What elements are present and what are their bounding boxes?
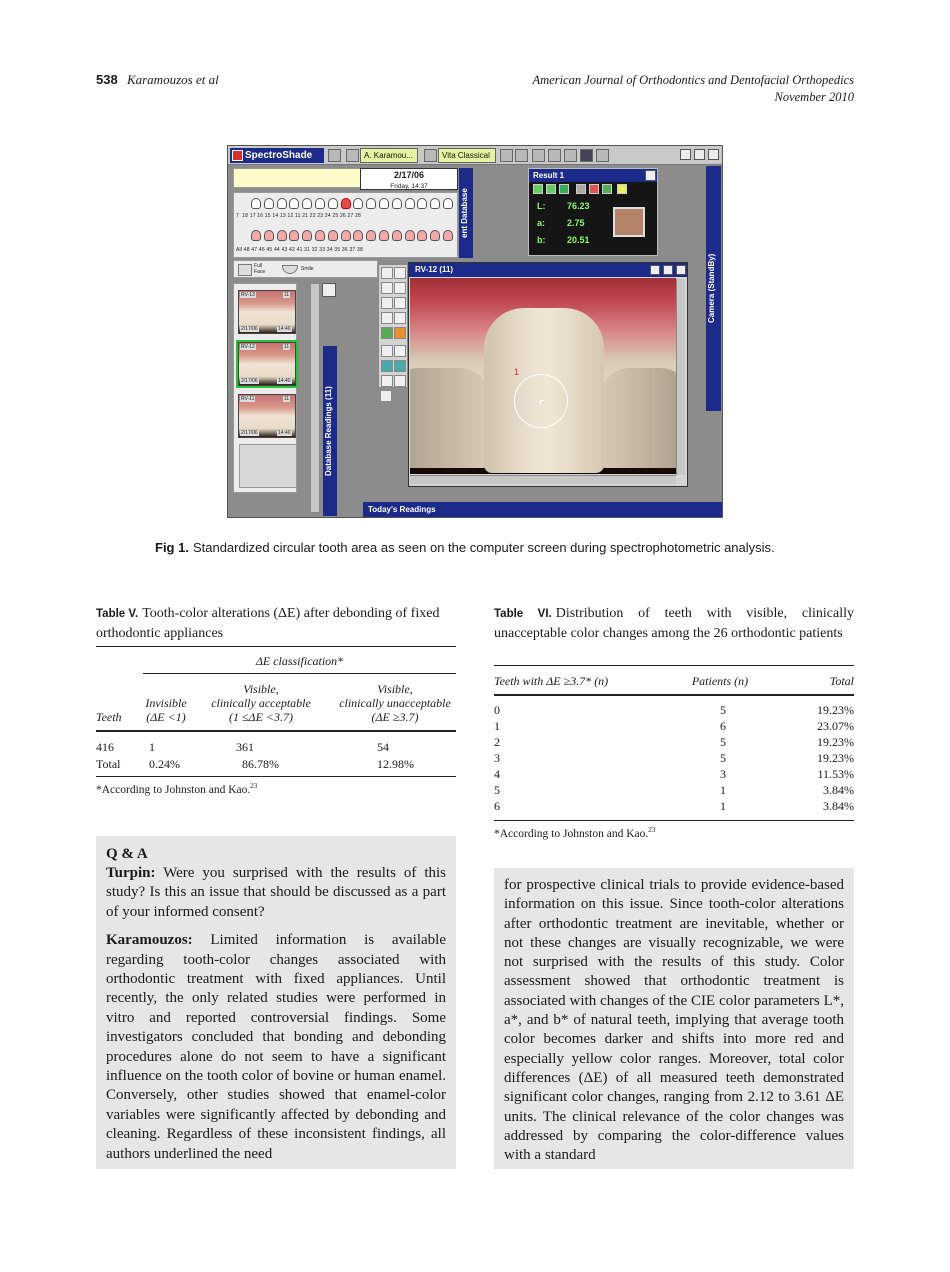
result-title: Result 1: [533, 171, 565, 180]
qa-box: [96, 836, 456, 1169]
pointer-icon: [381, 267, 393, 279]
session-date-value: 2/17/06: [393, 170, 425, 180]
table-6-cell-teeth: 0: [494, 703, 500, 717]
table-6-footnote: [494, 826, 655, 840]
crosshair-icon: [540, 400, 544, 404]
shade-tabs-icon: [394, 375, 406, 387]
upper-tooth-icon: [264, 198, 274, 209]
user-icon: [346, 149, 359, 162]
table-6-label: Table VI.: [494, 608, 552, 620]
qa-question-speaker: Turpin:: [106, 865, 156, 881]
table-6-cell-total: 3.84%: [823, 783, 854, 797]
viewer-vertical-scrollbar: [676, 279, 685, 475]
upper-tooth-icon: [341, 198, 351, 209]
undo-icon: [381, 297, 393, 309]
table-6-cell-patients: 1: [720, 783, 726, 797]
todays-readings-bar: Today's Readings: [363, 502, 723, 518]
table-6-cell-total: 19.23%: [817, 751, 854, 765]
result-L-value: 76.23: [567, 201, 590, 211]
table-5-bottom-rule: [96, 776, 456, 777]
close-icon: [676, 265, 686, 275]
document-icon: [515, 149, 528, 162]
viewer-title-bar: [409, 263, 687, 277]
app-toolbar: [228, 146, 723, 165]
exit-icon: [708, 149, 719, 160]
info-icon: [580, 149, 593, 162]
upper-tooth-icon: [302, 198, 312, 209]
qa-title: Q & A: [106, 846, 148, 862]
table-5-col-acceptable-2: clinically acceptable: [211, 696, 311, 710]
result-a: [537, 218, 585, 228]
thumbnail-empty-slot: [239, 444, 297, 488]
upper-tooth-icon: [443, 198, 453, 209]
lower-tooth-icon: [443, 230, 453, 241]
thumbnail-name: RV-11: [241, 396, 255, 402]
lower-tooth-icon: [392, 230, 402, 241]
upper-teeth-numbers: 7 18 17 16 15 14 13 12 11 21 22 23 24 25 26 27 28: [236, 213, 362, 219]
figure-caption: [155, 539, 815, 557]
lab-icon: [533, 184, 543, 194]
session-date: [360, 168, 458, 190]
smile-icon: [282, 265, 298, 274]
table-5-col-acceptable-3: (1 ≤ΔE <3.7): [228, 710, 294, 724]
leaf-icon: [602, 184, 612, 194]
check-icon: [663, 265, 673, 275]
table-6-top-rule: [494, 665, 854, 666]
table-5-group-header: ΔE classification*: [255, 654, 344, 668]
palette-icon: [394, 345, 406, 357]
table-6-col-total: Total: [829, 674, 854, 688]
upper-tooth-icon: [379, 198, 389, 209]
table-5-cell-acceptable: 361: [236, 740, 254, 754]
table-5-cell-invisible: 1: [149, 740, 155, 754]
lateral-tooth-left: [410, 368, 490, 468]
result-title-bar: [529, 169, 657, 182]
table-5-footnote-text: *According to Johnston and Kao.: [96, 783, 251, 796]
table-6-cell-teeth: 3: [494, 751, 500, 765]
figure-caption-label: Fig 1.: [155, 540, 189, 555]
page-number: 538: [96, 72, 118, 87]
camera-label: Camera (StandBy): [706, 166, 721, 411]
smile-label: Smile: [301, 266, 314, 272]
thumbnail-rv12: [238, 342, 296, 386]
table-5-cell-unacceptable: 12.98%: [377, 757, 414, 771]
upper-tooth-icon: [366, 198, 376, 209]
lower-tooth-icon: [277, 230, 287, 241]
table-5-header-rule: [96, 730, 456, 732]
table-5-col-unacceptable-1: Visible,: [377, 682, 413, 696]
folder-icon: [500, 149, 513, 162]
refresh-icon: [381, 327, 393, 339]
lower-tooth-icon: [405, 230, 415, 241]
pie-icon: [589, 184, 599, 194]
thumbnail-rv13: [238, 290, 296, 334]
qa-question-text: Were you surprised with the results of this study? Is this an issue that should be discussed as a part of your informed consent?: [106, 865, 446, 920]
running-header-left: [96, 72, 219, 88]
full-face-label: Full Face: [254, 263, 266, 275]
table-6-cell-total: 19.23%: [817, 735, 854, 749]
grid-icon: [381, 375, 393, 387]
thumbnail-rv11: [238, 394, 296, 438]
tooth-photo: [410, 278, 676, 474]
magnifier-icon: [381, 360, 393, 372]
table-6-cell-teeth: 1: [494, 719, 500, 733]
result-L-label: L:: [537, 201, 546, 211]
table-6-cell-patients: 5: [720, 735, 726, 749]
table-5-col-unacceptable-2: clinically unacceptable: [339, 696, 451, 710]
lower-tooth-icon: [328, 230, 338, 241]
thumbnail-tooth: 11: [284, 292, 290, 298]
table-6-cell-patients: 5: [720, 703, 726, 717]
thumbnail-time: 14:40: [278, 326, 291, 332]
table-6-footnote-ref: 23: [648, 826, 656, 834]
thumbnail-tooth: 11: [284, 396, 290, 402]
table-6-col-patients: Patients (n): [691, 674, 749, 688]
lower-tooth-icon: [417, 230, 427, 241]
upper-tooth-icon: [392, 198, 402, 209]
thumbnail-scrollbar: [310, 283, 320, 513]
table-6-col-teeth: Teeth with ΔE ≥3.7* (n): [494, 674, 609, 688]
issue-date: November 2010: [774, 90, 854, 104]
tool-palette: [378, 264, 408, 388]
result-panel: [528, 168, 658, 256]
lateral-tooth-right: [600, 368, 676, 468]
lower-tooth-icon: [430, 230, 440, 241]
figure-caption-text: Standardized circular tooth area as seen on the computer screen during spectrophotometric analysis.: [192, 540, 775, 555]
lower-teeth-numbers: All 48 47 46 45 44 43 42 41 31 32 33 34 35 36 37 38: [236, 247, 363, 253]
upper-tooth-icon: [328, 198, 338, 209]
zoom-icon: [532, 149, 545, 162]
table-5-cell-invisible: 0.24%: [149, 757, 180, 771]
eraser-icon: [381, 345, 393, 357]
result-L: [537, 201, 590, 211]
app-logo: [230, 148, 324, 163]
shade-guide-icon: [424, 149, 437, 162]
table-5-col-unacceptable-3: (ΔE ≥3.7): [371, 710, 419, 724]
upper-tooth-icon: [315, 198, 325, 209]
table-5-col-invisible-1: Invisible: [145, 696, 187, 710]
print-icon: [381, 282, 393, 294]
table-5-footnote-ref: 23: [250, 782, 258, 790]
session-date-sub: Friday, 14:37: [390, 183, 428, 190]
image-viewer: [408, 262, 688, 487]
upper-tooth-icon: [405, 198, 415, 209]
minimize-icon: [680, 149, 691, 160]
list-icon: [576, 184, 586, 194]
help-icon: [596, 149, 609, 162]
thumbnail-panel: [233, 283, 297, 493]
thumbnail-name: RV-13: [241, 292, 255, 298]
table-5-footnote: [96, 782, 257, 796]
table-6-cell-total: 23.07%: [817, 719, 854, 733]
table-5-caption: [96, 604, 456, 643]
table-5-cell-unacceptable: 54: [377, 740, 389, 754]
viewer-horizontal-scrollbar: [410, 475, 676, 484]
lower-tooth-icon: [315, 230, 325, 241]
viewer-title: RV-12 (11): [415, 265, 454, 274]
table-6-cell-teeth: 5: [494, 783, 500, 797]
window-icon: [650, 265, 660, 275]
table-6-cell-patients: 3: [720, 767, 726, 781]
result-b-value: 20.51: [567, 235, 590, 245]
table-6-caption: [494, 604, 854, 643]
result-toolbar: [531, 184, 657, 196]
search-icon: [394, 282, 406, 294]
table-5-group-rule: [143, 673, 456, 674]
table-5-caption-text: Tooth-color alterations (ΔE) after debonding of fixed orthodontic appliances: [96, 606, 440, 641]
running-authors: Karamouzos et al: [126, 72, 219, 87]
table-5-label: Table V.: [96, 608, 139, 620]
table-5-cell-teeth: Total: [96, 757, 121, 771]
database-readings-label: Database Readings (11): [323, 346, 337, 516]
qa-continued-text: for prospective clinical trials to provide evidence-based information on this issue. Since tooth-color alterations after orthodontic treatment are inevitable, whether or not these changes are visually recognizable, we were not surprised with the results of this study. Color assessment showed that orthodontic treatment is associated with changes of the CIE color parameters L*, a*, and b* of natural teeth, implying that average tooth color becomes darker and shifts into more red and especially yellow color ranges. Moreover, total color differences (ΔE) of all measured teeth demonstrated significant color changes, ranging from 2.12 to 3.61 ΔE units. The clinical relevance of the color changes was addressed by comparing the color-difference values with a standard: [494, 868, 854, 1169]
table-5-col-invisible-2: (ΔE <1): [146, 710, 186, 724]
upper-tooth-icon: [251, 198, 261, 209]
table-5-top-rule: [96, 646, 456, 647]
thumbnail-tooth: 11: [284, 344, 290, 350]
upper-tooth-icon: [353, 198, 363, 209]
fill-icon: [394, 327, 406, 339]
full-face-icon: [238, 264, 252, 276]
restore-icon: [694, 149, 705, 160]
upper-tooth-icon: [417, 198, 427, 209]
table-5-cell-acceptable: 86.78%: [242, 757, 279, 771]
table-6-cell-teeth: 2: [494, 735, 500, 749]
qa-answer-text: Limited information is available regarding tooth-color changes associated with orthodontic treatment with fixed appliances. Until recently, the only related studies were performed in vitro and reported controversial findings. Some investigators concluded that bonding and debonding procedures alone do not seem to have a significant influence on the tooth color of bovine or human enamel. Conversely, other studies showed that enamel-color variables were significantly affected by debonding and cleaning. Regardless of these inconsistent findings, all authors underlined the need: [106, 932, 447, 1162]
close-icon: [322, 283, 336, 297]
lower-tooth-icon: [379, 230, 389, 241]
sun-icon: [617, 184, 627, 194]
table-5-col-acceptable-1: Visible,: [243, 682, 279, 696]
lch-icon: [546, 184, 556, 194]
table-6-bottom-rule: [494, 820, 854, 821]
lower-tooth-icon: [341, 230, 351, 241]
user-button: A. Karamou...: [360, 148, 418, 163]
lower-tooth-icon: [289, 230, 299, 241]
thumbnail-date: 2/17/06: [241, 378, 258, 384]
tools-icon: [548, 149, 561, 162]
upper-tooth-icon: [277, 198, 287, 209]
table-5-cell-teeth: 416: [96, 740, 114, 754]
gear-icon: [564, 149, 577, 162]
lower-tooth-icon: [353, 230, 363, 241]
journal-title: American Journal of Orthodontics and Dentofacial Orthopedics: [532, 73, 854, 87]
compare-icon: [394, 360, 406, 372]
table-6-cell-teeth: 6: [494, 799, 500, 813]
app-name: SpectroShade: [245, 150, 313, 161]
pencil-icon: [381, 312, 393, 324]
table-6-cell-teeth: 4: [494, 767, 500, 781]
running-header-right: [533, 72, 855, 106]
qa-question: [106, 864, 446, 922]
thumbnail-time: 14:40: [278, 378, 291, 384]
table-6-caption-text: Distribution of teeth with visible, clinically unacceptable color changes among the 26 orthodontic patients: [494, 606, 854, 641]
patient-database-label: ent Database: [459, 168, 473, 258]
thumbnail-date: 2/17/06: [241, 326, 258, 332]
table-6-footnote-text: *According to Johnston and Kao.: [494, 827, 649, 840]
qa-answer: [106, 931, 446, 1164]
spectroshade-logo-icon: [232, 150, 243, 161]
table-6-cell-total: 11.53%: [817, 767, 854, 781]
table-6-cell-patients: 1: [720, 799, 726, 813]
dental-chart: [233, 192, 458, 258]
result-a-value: 2.75: [567, 218, 585, 228]
result-b: [537, 235, 590, 245]
thumbnail-date: 2/17/06: [241, 430, 258, 436]
color-swatch: [613, 207, 645, 237]
redo-icon: [394, 297, 406, 309]
settings-icon: [328, 149, 341, 162]
lower-tooth-icon: [264, 230, 274, 241]
close-icon: [645, 170, 656, 181]
qa-answer-speaker: Karamouzos:: [106, 932, 193, 949]
shade-guide-button: Vita Classical: [438, 148, 496, 163]
measurement-number: 1: [514, 367, 520, 377]
text-icon: [394, 312, 406, 324]
upper-tooth-icon: [430, 198, 440, 209]
result-b-label: b:: [537, 235, 546, 245]
result-a-label: a:: [537, 218, 546, 228]
thumbnail-name: RV-12: [241, 344, 255, 350]
figure-1-screenshot: [227, 145, 723, 518]
grid-icon: [559, 184, 569, 194]
thumbnail-time: 14:40: [278, 430, 291, 436]
lower-tooth-icon: [251, 230, 261, 241]
table-6-cell-total: 3.84%: [823, 799, 854, 813]
lower-tooth-icon: [302, 230, 312, 241]
view-selector: [233, 260, 378, 278]
table-6-cell-patients: 5: [720, 751, 726, 765]
layout-icon: [380, 390, 392, 402]
upper-tooth-icon: [289, 198, 299, 209]
table-6-header-rule: [494, 694, 854, 696]
table-6-cell-patients: 6: [720, 719, 726, 733]
table-6-cell-total: 19.23%: [817, 703, 854, 717]
lower-tooth-icon: [366, 230, 376, 241]
table-5-col-teeth: Teeth: [96, 710, 122, 724]
tool-icon: [394, 267, 406, 279]
